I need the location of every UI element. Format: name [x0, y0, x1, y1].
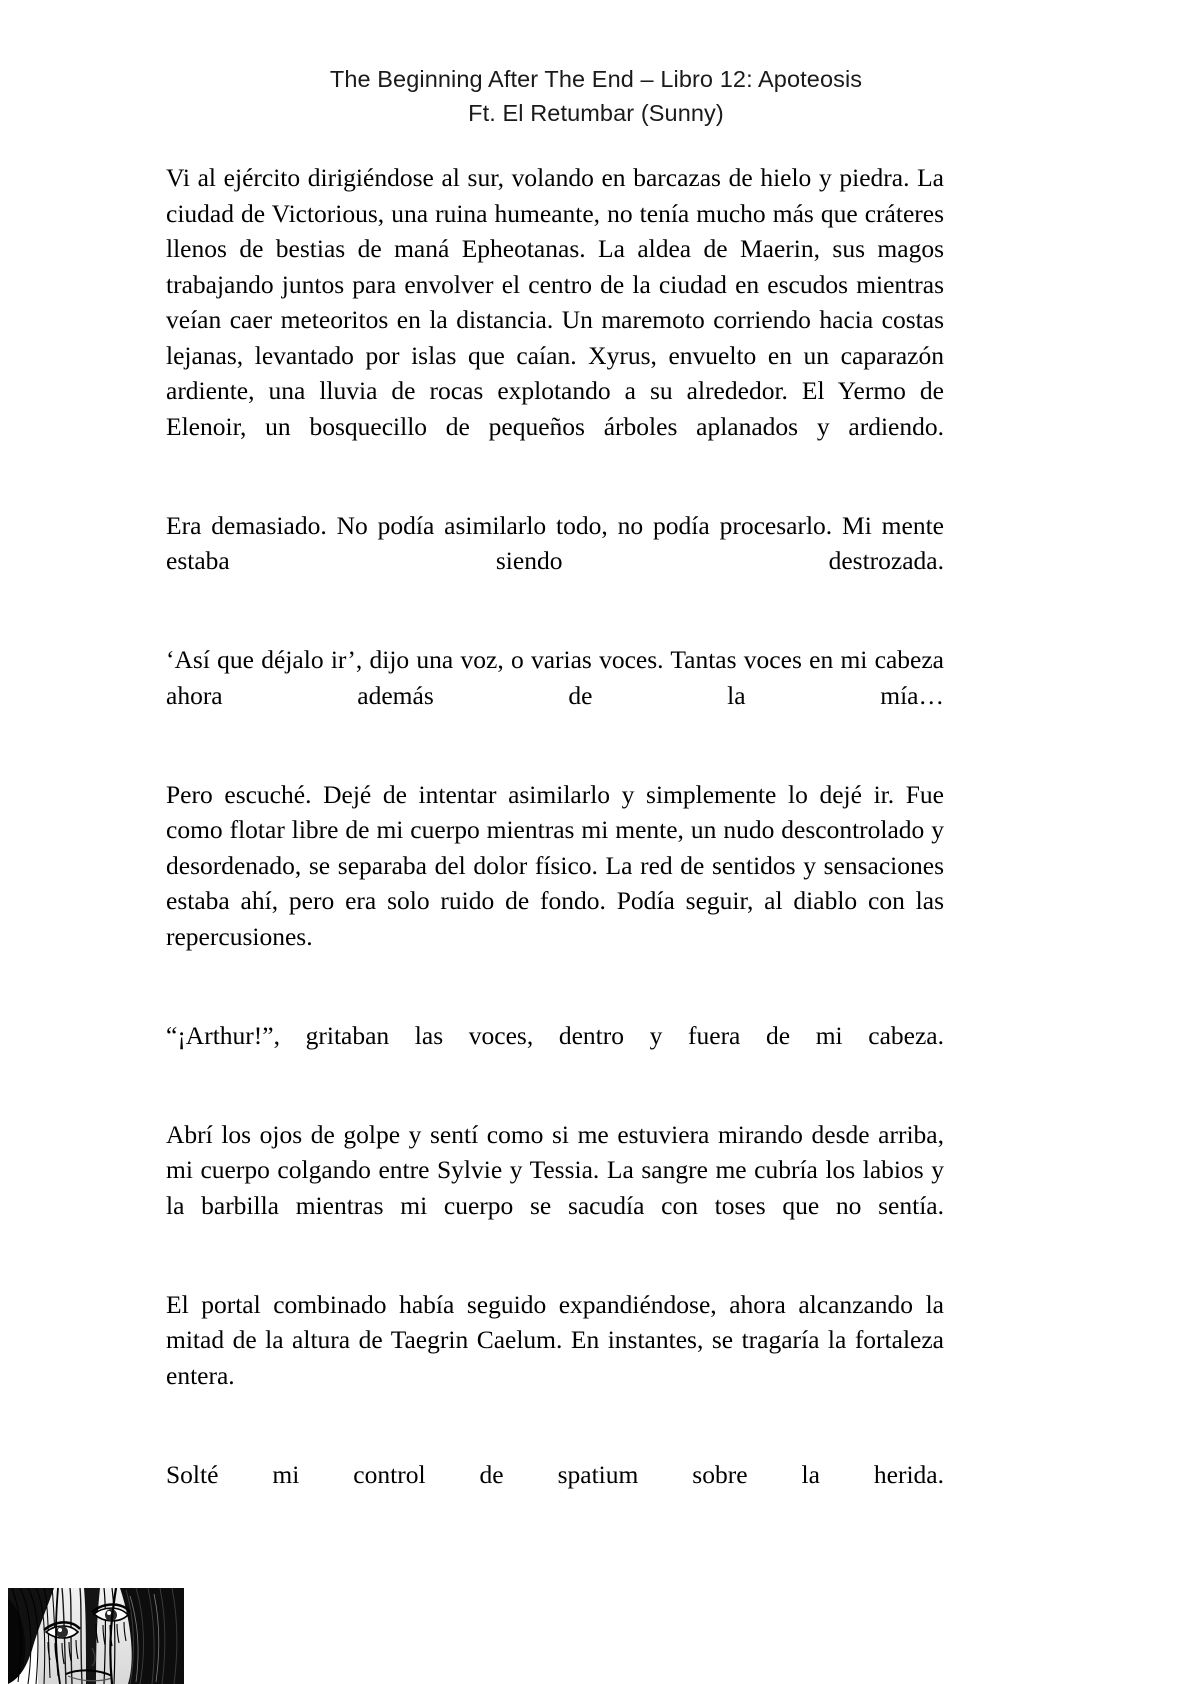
header-title-line: The Beginning After The End – Libro 12: Apoteosis: [329, 66, 863, 92]
manga-panel-artwork: [8, 1588, 184, 1684]
paragraph: “¡Arthur!”, gritaban las voces, dentro y fuera de mi cabeza.: [166, 1020, 944, 1050]
document-body: [166, 160, 944, 1528]
paragraph: Solté mi control de spatium sobre la herida.: [166, 1459, 944, 1489]
manga-panel-image: [8, 1588, 184, 1684]
document-header: [0, 62, 1192, 130]
paragraph: Pero escuché. Dejé de intentar asimilarlo y simplemente lo dejé ir. Fue como flotar libre de mi cuerpo mientras mi mente, un nudo descontrolado y desordenado, se separaba del dolor físico. La red de sentidos y sensaciones estaba ahí, pero era solo ruido de fondo. Podía seguir, al diablo con las repercusiones.: [166, 779, 944, 951]
paragraph: Abrí los ojos de golpe y sentí como si me estuviera mirando desde arriba, mi cuerpo colgando entre Sylvie y Tessia. La sangre me cubría los labios y la barbilla mientras mi cuerpo se sacudía con toses que no sentía.: [166, 1119, 944, 1220]
header-subtitle-line: Ft. El Retumbar (Sunny): [468, 100, 724, 126]
paragraph: Vi al ejército dirigiéndose al sur, volando en barcazas de hielo y piedra. La ciudad de Victorious, una ruina humeante, no tenía mucho más que cráteres llenos de bestias de maná Epheotanas. La aldea de Maerin, sus magos trabajando juntos para envolver el centro de la ciudad en escudos mientras veían caer meteoritos en la distancia. Un maremoto corriendo hacia costas lejanas, levantado por islas que caían. Xyrus, envuelto en un caparazón ardiente, una lluvia de rocas explotando a su alrededor. El Yermo de Elenoir, un bosquecillo de pequeños árboles aplanados y ardiendo.: [166, 163, 944, 441]
paragraph: ‘Así que déjalo ir’, dijo una voz, o varias voces. Tantas voces en mi cabeza ahora además de la mía…: [166, 645, 944, 710]
paragraph: Era demasiado. No podía asimilarlo todo, no podía procesarlo. Mi mente estaba siendo destrozada.: [166, 510, 944, 575]
paragraph: El portal combinado había seguido expandiéndose, ahora alcanzando la mitad de la altura de Taegrin Caelum. En instantes, se tragaría la fortaleza entera.: [166, 1289, 944, 1390]
